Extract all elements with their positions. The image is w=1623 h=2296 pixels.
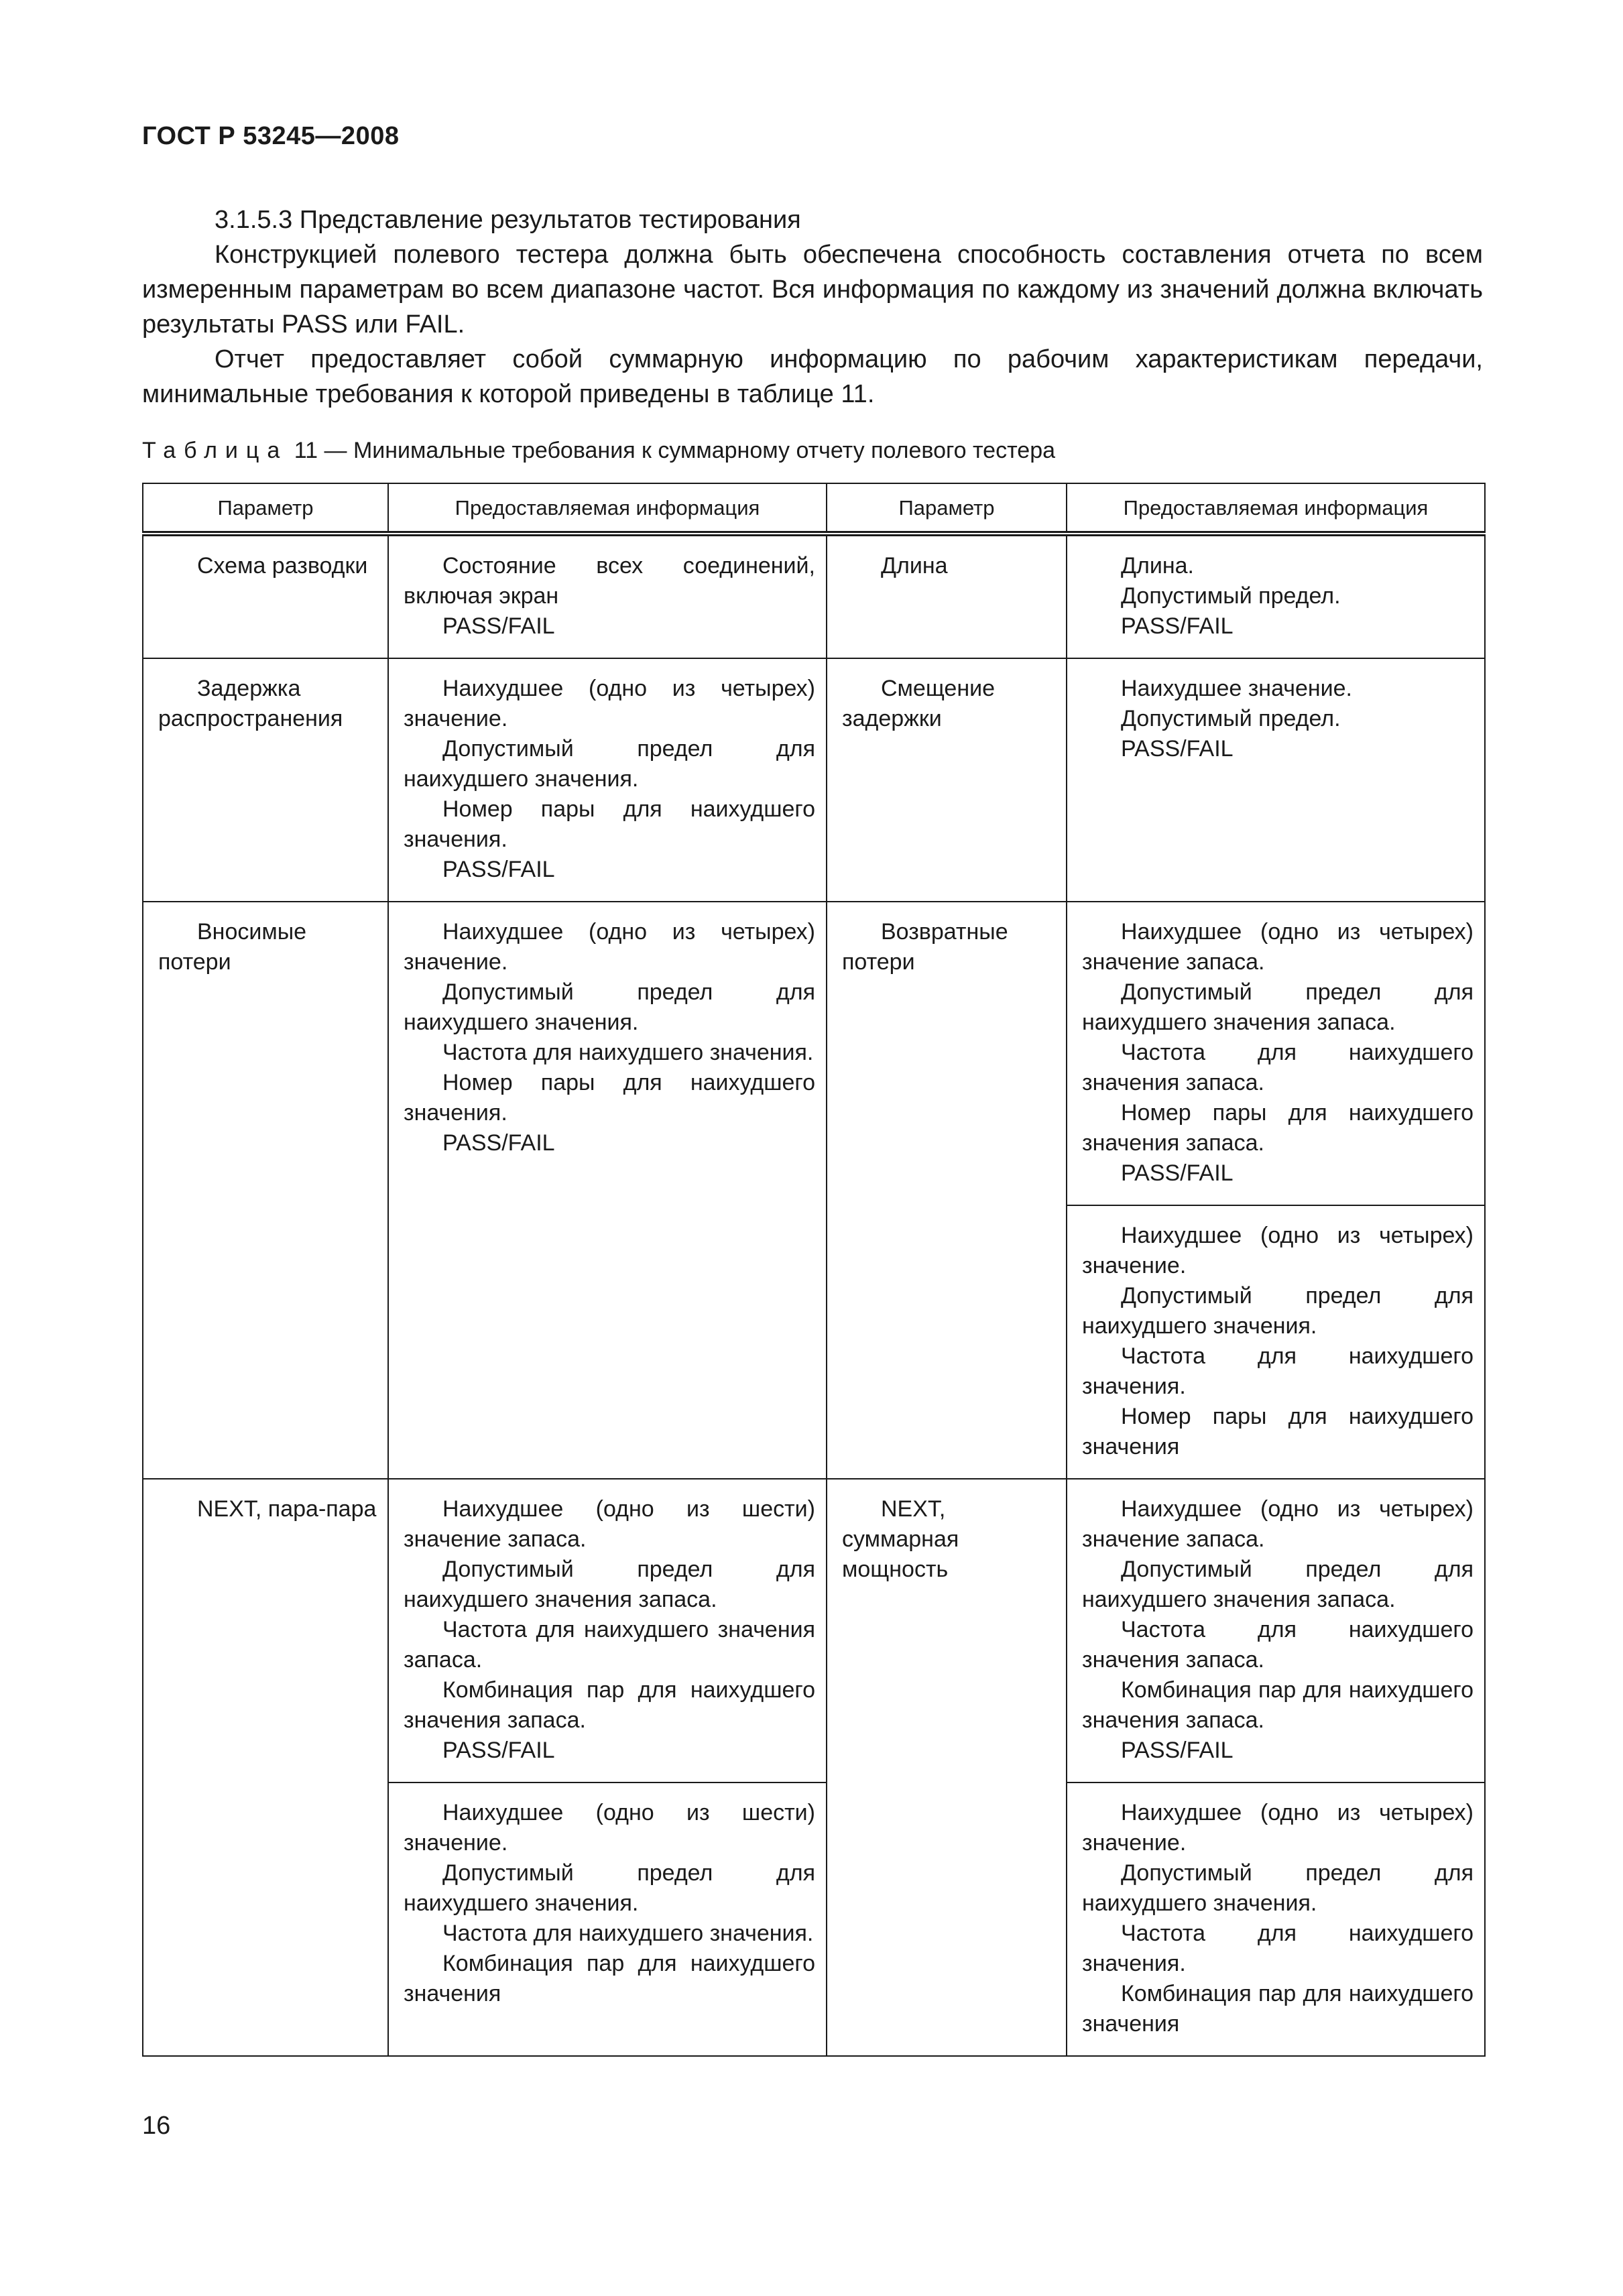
parameter-name: Длина [881, 553, 948, 579]
parameter-cell [143, 534, 388, 658]
info-line: Длина. [1121, 553, 1194, 579]
info-line: Наихудшее значение. [1121, 676, 1352, 701]
info-line: Наихудшее (одно из шести) значение запаса. [404, 1496, 815, 1552]
info-line: Частота для наихудшего значения. [1082, 1921, 1474, 1976]
parameter-name: NEXT, суммарная мощность [842, 1496, 959, 1582]
parameter-name: Задержка распространения [158, 676, 343, 731]
info-line: Частота для наихудшего значения. [442, 1040, 814, 1065]
info-line: Состояние всех соединений, включая экран [404, 553, 815, 609]
info-line: Допустимый предел для наихудшего значения запаса. [1082, 1557, 1474, 1612]
info-cell [388, 534, 827, 658]
info-line: Комбинация пар для наихудшего значения [404, 1951, 815, 2006]
column-header: Предоставляемая информация [388, 483, 827, 534]
column-header: Параметр [827, 483, 1067, 534]
section-heading: 3.1.5.3 Представление результатов тестирования [215, 206, 801, 234]
table-caption-text: 11 — Минимальные требования к суммарному отчету полевого тестера [294, 438, 1056, 463]
info-line: Частота для наихудшего значения запаса. [404, 1617, 815, 1673]
parameter-name: Вносимые потери [158, 919, 307, 975]
info-line: Номер пары для наихудшего значения запаса. [1082, 1100, 1474, 1156]
info-line: Комбинация пар для наихудшего значения запаса. [404, 1677, 815, 1733]
info-line: Допустимый предел для наихудшего значения. [404, 1860, 815, 1916]
requirements-table [142, 483, 1486, 2057]
info-line: Частота для наихудшего значения запаса. [1082, 1040, 1474, 1095]
info-cell [388, 902, 827, 1479]
parameter-name: Схема разводки [197, 553, 368, 579]
page-number: 16 [142, 2112, 171, 2140]
info-line: PASS/FAIL [1121, 1738, 1234, 1763]
info-line: Допустимый предел для наихудшего значения запаса. [1082, 979, 1474, 1035]
info-line: Наихудшее (одно из четырех) значение запаса. [1082, 1496, 1474, 1552]
info-line: Наихудшее (одно из шести) значение. [404, 1800, 815, 1856]
info-cell [1067, 902, 1485, 1205]
info-line: Частота для наихудшего значения. [1082, 1343, 1474, 1399]
info-line: Комбинация пар для наихудшего значения [1082, 1981, 1474, 2037]
info-cell [388, 658, 827, 902]
parameter-cell [827, 902, 1067, 1479]
info-line: Номер пары для наихудшего значения. [404, 1070, 815, 1126]
info-cell [1067, 1783, 1485, 2056]
info-cell [1067, 658, 1485, 902]
info-line: Частота для наихудшего значения запаса. [1082, 1617, 1474, 1673]
info-line: Наихудшее (одно из четырех) значение запаса. [1082, 919, 1474, 975]
info-line: Допустимый предел. [1121, 583, 1341, 609]
info-cell [388, 1479, 827, 1783]
info-line: Допустимый предел для наихудшего значения. [1082, 1860, 1474, 1916]
info-line: Допустимый предел. [1121, 706, 1341, 731]
parameter-name: NEXT, пара-пара [197, 1496, 377, 1522]
info-line: PASS/FAIL [442, 1130, 555, 1156]
info-cell [1067, 534, 1485, 658]
info-line: Частота для наихудшего значения. [442, 1921, 814, 1946]
parameter-cell [827, 1479, 1067, 2056]
info-line: Номер пары для наихудшего значения [1082, 1404, 1474, 1459]
table-header-row [143, 483, 1485, 534]
table-caption-word: Таблица [142, 438, 288, 463]
info-line: PASS/FAIL [1121, 736, 1234, 762]
table-caption [142, 437, 1055, 464]
column-header: Параметр [143, 483, 388, 534]
info-line: Комбинация пар для наихудшего значения запаса. [1082, 1677, 1474, 1733]
info-line: Наихудшее (одно из четырех) значение. [404, 676, 815, 731]
parameter-cell [827, 534, 1067, 658]
info-line: Наихудшее (одно из четырех) значение. [1082, 1223, 1474, 1278]
table-row [143, 1479, 1485, 1783]
info-line: PASS/FAIL [442, 613, 555, 639]
info-cell [1067, 1205, 1485, 1479]
table-row [143, 902, 1485, 1205]
info-line: Наихудшее (одно из четырех) значение. [1082, 1800, 1474, 1856]
parameter-name: Смещение задержки [842, 676, 996, 731]
info-line: PASS/FAIL [1121, 1160, 1234, 1186]
section-body [142, 202, 1483, 412]
info-line: Допустимый предел для наихудшего значения запаса. [404, 1557, 815, 1612]
info-cell [1067, 1479, 1485, 1783]
info-line: Допустимый предел для наихудшего значения. [404, 736, 815, 792]
info-cell [388, 1783, 827, 2056]
parameter-cell [143, 658, 388, 902]
document-header: ГОСТ Р 53245—2008 [142, 122, 400, 150]
info-line: PASS/FAIL [442, 857, 555, 882]
info-line: Номер пары для наихудшего значения. [404, 796, 815, 852]
parameter-cell [143, 902, 388, 1479]
info-line: Допустимый предел для наихудшего значения. [1082, 1283, 1474, 1339]
paragraph-2: Отчет предоставляет собой суммарную информацию по рабочим характеристикам передачи, минимальные требования к которой приведены в таблице 11. [142, 345, 1483, 408]
parameter-cell [827, 658, 1067, 902]
info-line: PASS/FAIL [442, 1738, 555, 1763]
column-header: Предоставляемая информация [1067, 483, 1485, 534]
table-row [143, 658, 1485, 902]
info-line: Допустимый предел для наихудшего значения. [404, 979, 815, 1035]
parameter-name: Возвратные потери [842, 919, 1008, 975]
info-line: PASS/FAIL [1121, 613, 1234, 639]
parameter-cell [143, 1479, 388, 2056]
paragraph-1: Конструкцией полевого тестера должна быть обеспечена способность составления отчета по всем измеренным параметрам во всем диапазоне частот. Вся информация по каждому из значений должна включать результаты PASS или FAIL. [142, 241, 1483, 339]
info-line: Наихудшее (одно из четырех) значение. [404, 919, 815, 975]
table-row [143, 534, 1485, 658]
